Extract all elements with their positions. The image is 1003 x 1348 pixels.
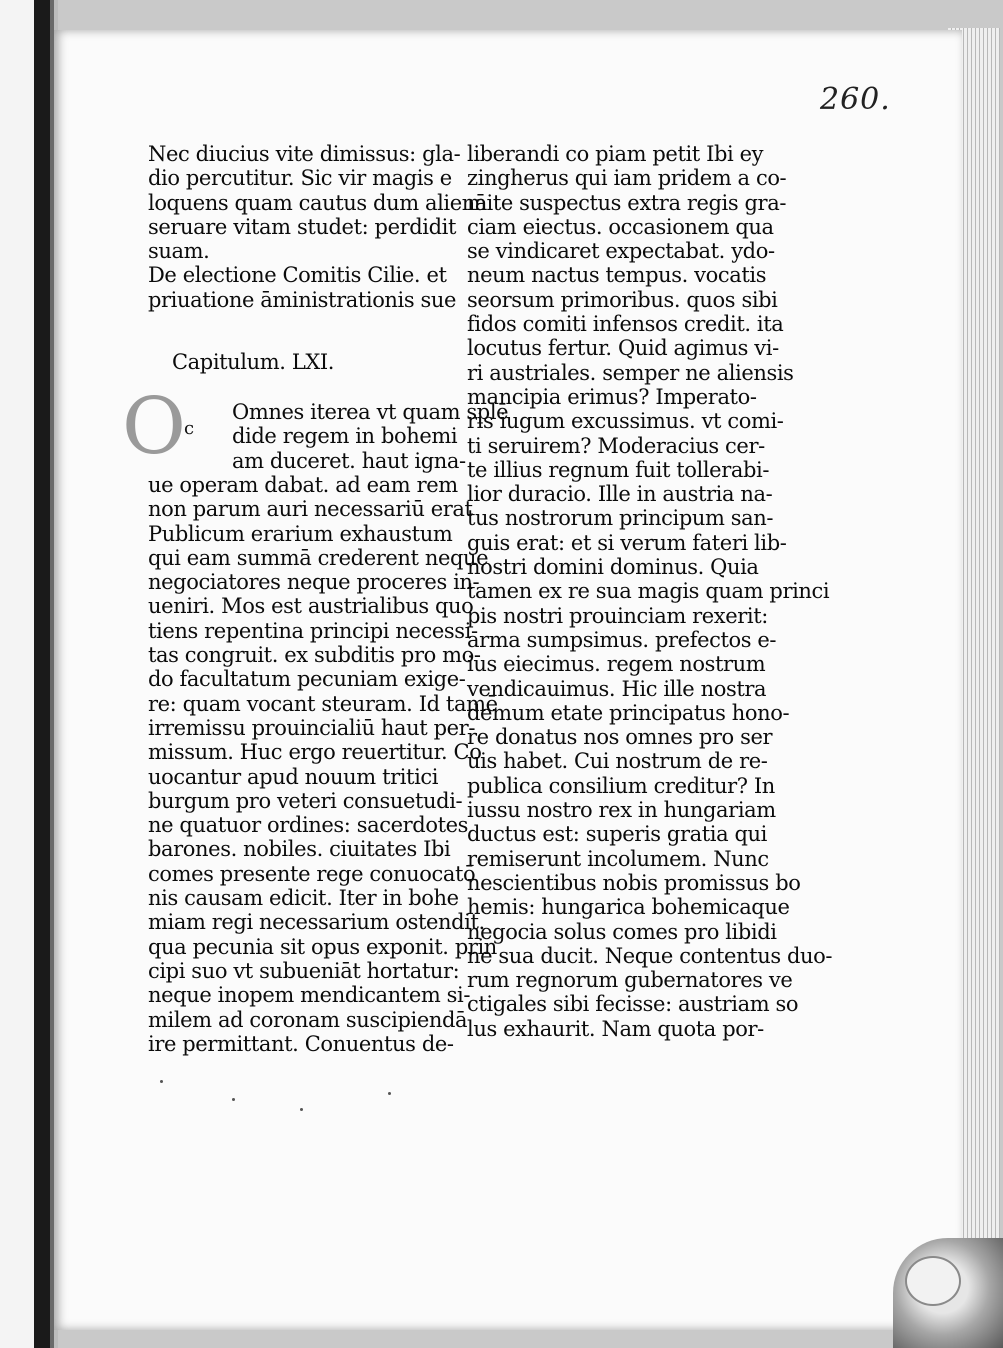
text-line: remiserunt incolumem. Nunc [467,846,769,871]
text-line: publica consilium creditur? In [467,773,775,798]
spacer [148,382,438,400]
folio-number: 260. [820,82,891,117]
text-line: non parum auri necessariū erat [148,497,473,522]
text-line: ueniri. Mos est austrialibus quo [148,594,474,619]
text-line: negocia solus comes pro libidi [467,919,777,944]
thumbnail-nail [905,1256,961,1306]
text-line: ris iugum excussimus. vt comi- [467,409,784,434]
text-line: irremissu prouincialiū haut per- [148,715,476,740]
spacer [148,312,438,342]
text-line: qui eam summā crederent neque [148,545,489,570]
text-line: ciam eiectus. occasionem qua [467,214,774,239]
text-line: ue operam dabat. ad eam rem [148,472,458,497]
text-line: tus nostrorum principum san- [467,506,774,531]
text-line: missum. Huc ergo reuertitur. Co [148,740,482,765]
text-line: am duceret. haut igna- [232,448,466,473]
text-line: negociatores neque proceres in- [148,570,480,595]
text-line: burgum pro veteri consuetudi- [148,788,463,813]
text-line: Omnes iterea vt quam splē [232,400,509,425]
text-line: Nec diucius vite dimissus: gla- [148,142,461,166]
chapter-label: Capitulum. LXI. [172,350,335,375]
text-line: fidos comiti infensos credit. ita [467,312,784,337]
text-line: mite suspectus extra regis gra- [467,190,787,215]
text-line: tamen ex re sua magis quam princi [467,579,830,604]
text-line: guis erat: et si verum fateri lib- [467,530,787,555]
ink-speck [300,1108,303,1111]
text-line: dide regem in bohemi [232,424,458,449]
text-line: do facultatum pecuniam exige- [148,667,466,692]
text-line: re: quam vocant steuram. Id tamē [148,691,498,716]
text-line: mancipia erimus? Imperato- [467,384,757,409]
decorated-initial: O [122,382,186,472]
text-line: nescientibus nobis promissus bo [467,870,801,895]
text-line: Publicum erarium exhaustum [148,521,453,546]
text-line: arma sumpsimus. prefectos e- [467,627,777,652]
text-line: miam regi necessarium ostendit. [148,910,485,935]
text-line: neque inopem mendicantem si- [148,983,471,1008]
text-line: qua pecunia sit opus exponit. prin [148,934,497,959]
text-line: ti seruirem? Moderacius cer- [467,433,765,458]
text-line: ire permittant. Conuentus de- [148,1031,454,1056]
text-line: demum etate principatus hono- [467,700,790,725]
text-line: re donatus nos omnes pro ser [467,725,773,750]
text-line: tiens repentina principi necessi- [148,618,478,643]
book-spine [0,0,58,1348]
text-line: pis nostri prouinciam rexerit: [467,603,768,628]
text-line: uis habet. Cui nostrum de re- [467,749,768,774]
text-line: lus exhaurit. Nam quota por- [467,1016,764,1041]
text-line: ri austriales. semper ne aliensis [467,360,794,385]
text-line: ne sua ducit. Neque contentus duo- [467,943,833,968]
text-column-right [467,142,833,1041]
text-line: vendicauimus. Hic ille nostra [467,676,767,701]
text-line: nis causam edicit. Iter in bohe [148,886,459,911]
text-line: seorsum primoribus. quos sibi [467,287,778,312]
text-line: ctigales sibi fecisse: austriam so [467,992,799,1017]
text-line: lior duracio. Ille in austria na- [467,482,773,507]
text-line: tas congruit. ex subditis pro mo- [148,643,481,668]
text-line: dio percutitur. Sic vir magis e [148,166,452,191]
text-line: uocantur apud nouum tritici [148,764,439,789]
guide-letter: c [184,418,195,439]
text-line: locutus fertur. Quid agimus vi- [467,336,779,361]
text-line: neum nactus tempus. vocatis [467,263,767,288]
text-line: nostri domini dominus. Quia [467,555,759,580]
text-column-left [148,142,509,1056]
text-line: te illius regnum fuit tollerabi- [467,457,770,482]
text-line: se vindicaret expectabat. ydo- [467,239,775,264]
chapter-heading-line: De electione Comitis Cilie. et [148,263,447,288]
text-line: hemis: hungarica bohemicaque [467,895,790,920]
text-line: ius eiecimus. regem nostrum [467,652,766,677]
ink-speck [232,1098,235,1101]
text-line: cipi suo vt subueniāt hortatur: [148,958,460,983]
ink-speck [388,1092,391,1095]
text-line: comes presente rege conuocatō [148,861,476,886]
text-line: loquens quam cautus dum alienā [148,190,488,215]
text-line: liberandi co piam petit Ibi ey [467,142,764,166]
chapter-heading-line: priuatione āministrationis sue [148,287,457,312]
ink-speck [160,1080,163,1083]
text-line: milem ad coronam suscipiendā [148,1007,468,1032]
text-line: suam. [148,239,210,264]
text-line: rum regnorum gubernatores ve [467,968,793,993]
text-line: ne quatuor ordines: sacerdotes [148,813,469,838]
text-line: ductus est: superis gratia qui [467,822,767,847]
text-line: seruare vitam studet: perdidit [148,214,457,239]
text-line: iussu nostro rex in hungariam [467,798,776,823]
text-line: zingherus qui iam pridem a co- [467,166,787,191]
text-line: barones. nobiles. ciuitates Ibi [148,837,451,862]
